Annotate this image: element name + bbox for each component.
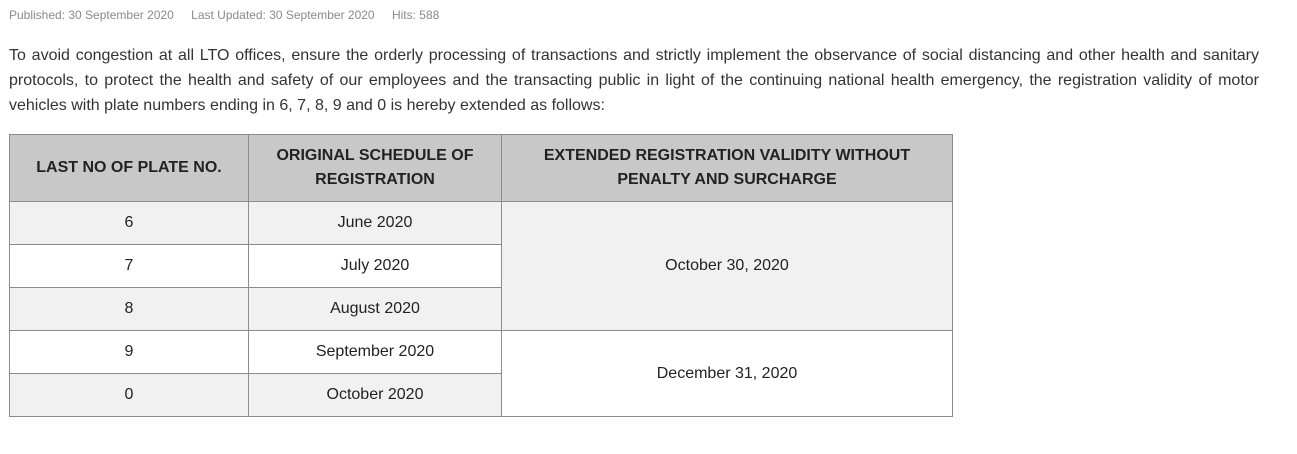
original-schedule: June 2020 <box>249 202 502 245</box>
table-row <box>10 202 953 245</box>
extended-validity-date: October 30, 2020 <box>502 202 953 331</box>
table-row <box>10 331 953 374</box>
header-last-plate-number: LAST NO OF PLATE NO. <box>10 135 249 202</box>
original-schedule: September 2020 <box>249 331 502 374</box>
plate-digit: 8 <box>10 288 249 331</box>
plate-digit: 9 <box>10 331 249 374</box>
registration-schedule-table <box>9 134 953 417</box>
plate-digit: 7 <box>10 245 249 288</box>
published-date: Published: 30 September 2020 <box>9 8 174 22</box>
article-meta <box>9 8 453 22</box>
header-extended-validity: EXTENDED REGISTRATION VALIDITY WITHOUT PENALTY AND SURCHARGE <box>502 135 953 202</box>
intro-paragraph: To avoid congestion at all LTO offices, ensure the orderly processing of transactions and strictly implement the observance of social distancing and other health and sanitary protocols, to protect the health and safety of our employees and the transacting public in light of the continuing national health emergency, the registration validity of motor vehicles with plate numbers ending in 6, 7, 8, 9 and 0 is hereby extended as follows: <box>9 47 1259 114</box>
extended-validity-date: December 31, 2020 <box>502 331 953 417</box>
original-schedule: August 2020 <box>249 288 502 331</box>
table-header-row <box>10 135 953 202</box>
original-schedule: July 2020 <box>249 245 502 288</box>
plate-digit: 0 <box>10 374 249 417</box>
plate-digit: 6 <box>10 202 249 245</box>
header-original-schedule: ORIGINAL SCHEDULE OF REGISTRATION <box>249 135 502 202</box>
original-schedule: October 2020 <box>249 374 502 417</box>
last-updated-date: Last Updated: 30 September 2020 <box>191 8 375 22</box>
hits-count: Hits: 588 <box>391 8 440 22</box>
